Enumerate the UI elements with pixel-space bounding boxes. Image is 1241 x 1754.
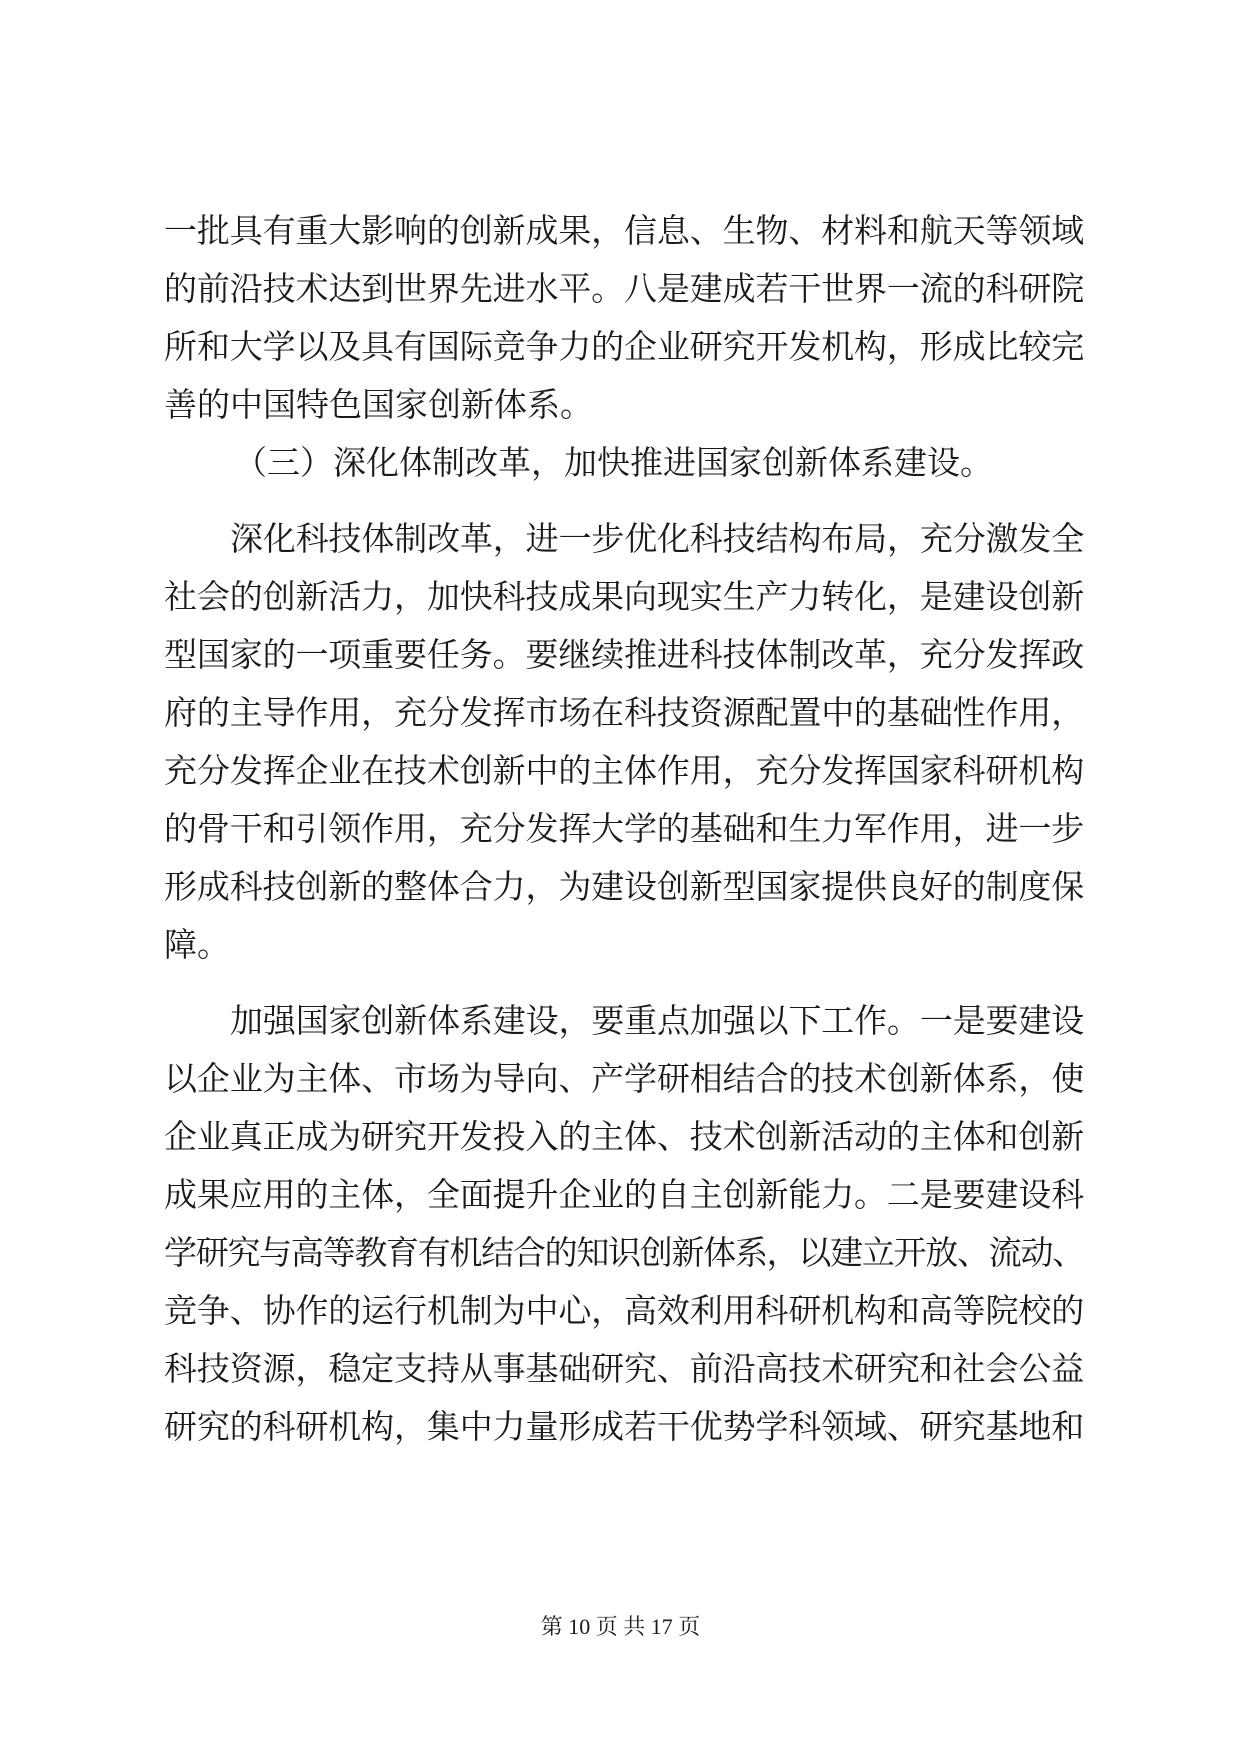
text-line: 所和大学以及具有国际竞争力的企业研究开发机构，形成比较完: [164, 327, 1085, 366]
text-line: 的骨干和引领作用，充分发挥大学的基础和生力军作用，进一步: [164, 809, 1085, 848]
text-line: 一批具有重大影响的创新成果，信息、生物、材料和航天等领域: [164, 211, 1085, 250]
text-line: 障。: [164, 925, 230, 964]
section-heading: （三）深化体制改革，加快推进国家创新体系建设。: [234, 443, 993, 482]
text-line: 府的主导作用，充分发挥市场在科技资源配置中的基础性作用，: [164, 693, 1085, 732]
text-line: 形成科技创新的整体合力，为建设创新型国家提供良好的制度保: [164, 867, 1085, 906]
text-line: 研究的科研机构，集中力量形成若干优势学科领域、研究基地和: [164, 1407, 1085, 1446]
text-line: 以企业为主体、市场为导向、产学研相结合的技术创新体系，使: [164, 1059, 1085, 1098]
text-line: 学研究与高等教育有机结合的知识创新体系，以建立开放、流动、: [164, 1233, 1084, 1272]
text-line: 成果应用的主体，全面提升企业的自主创新能力。二是要建设科: [164, 1175, 1085, 1214]
paragraph-first-line: 加强国家创新体系建设，要重点加强以下工作。一是要建设: [230, 1001, 1085, 1040]
text-line: 的前沿技术达到世界先进水平。八是建成若干世界一流的科研院: [164, 269, 1085, 308]
text-line: 竞争、协作的运行机制为中心，高效利用科研机构和高等院校的: [164, 1291, 1085, 1330]
text-line: 社会的创新活力，加快科技成果向现实生产力转化，是建设创新: [164, 577, 1085, 616]
text-line: 充分发挥企业在技术创新中的主体作用，充分发挥国家科研机构: [164, 751, 1085, 790]
text-line: 科技资源，稳定支持从事基础研究、前沿高技术研究和社会公益: [164, 1349, 1085, 1388]
page-number: 第 10 页 共 17 页: [540, 1614, 701, 1639]
text-line: 型国家的一项重要任务。要继续推进科技体制改革，充分发挥政: [164, 635, 1085, 674]
paragraph-first-line: 深化科技体制改革，进一步优化科技结构布局，充分激发全: [230, 519, 1085, 558]
text-line: 企业真正成为研究开发投入的主体、技术创新活动的主体和创新: [164, 1117, 1085, 1156]
text-line: 善的中国特色国家创新体系。: [164, 385, 593, 424]
